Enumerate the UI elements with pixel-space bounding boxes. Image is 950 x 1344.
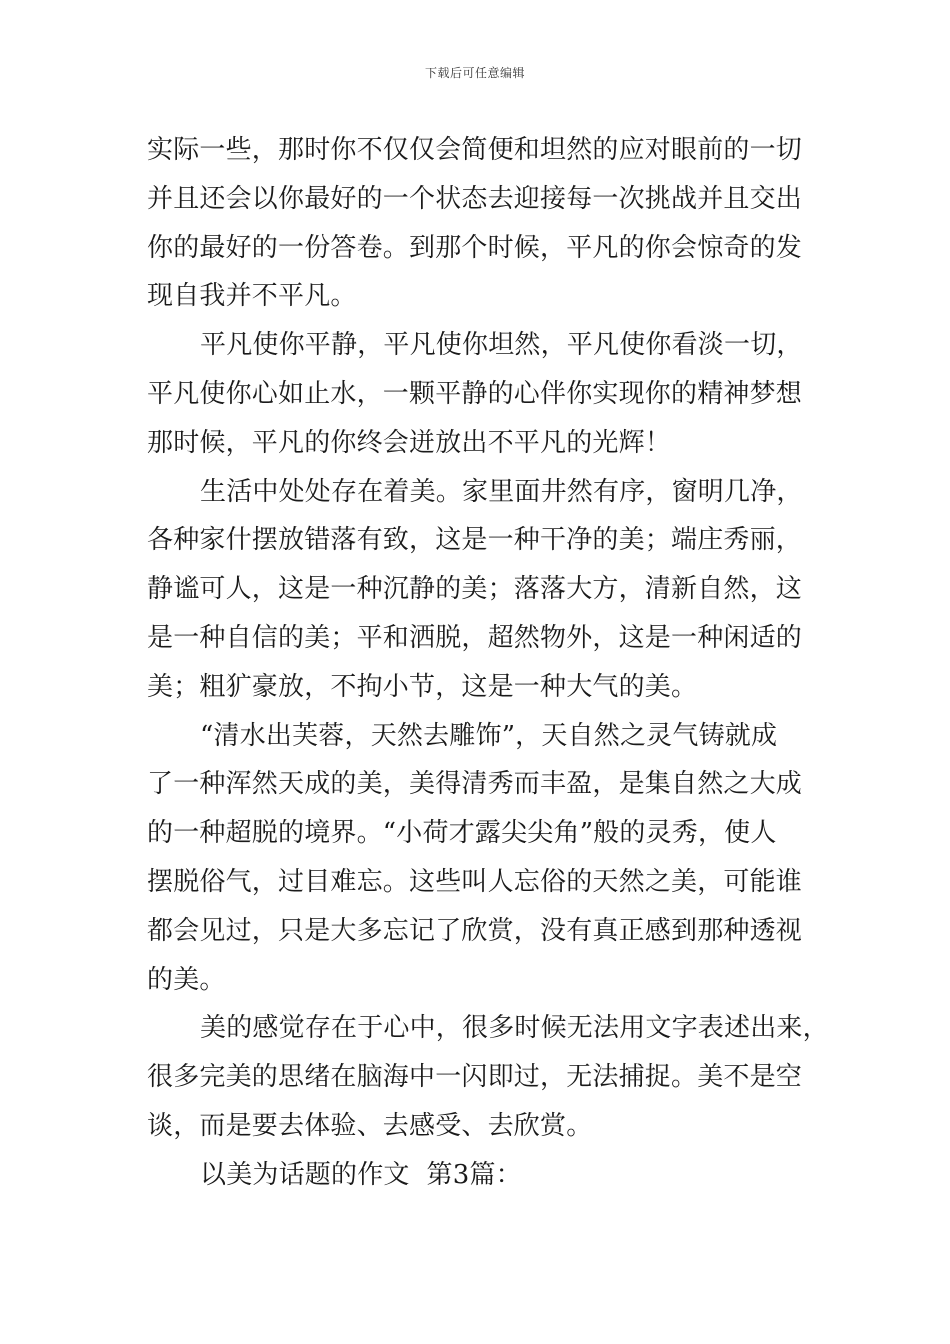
text-line: 谈，而是要去体验、去感受、去欣赏。 <box>147 1110 593 1141</box>
section-heading-text: 以美为话题的作文 第3篇： <box>200 1159 522 1190</box>
text-line: 你的最好的一份答卷。到那个时候，平凡的你会惊奇的发 <box>147 232 803 263</box>
text-line: 美；粗犷豪放，不拘小节，这是一种大气的美。 <box>147 671 698 702</box>
text-line: 都会见过，只是大多忘记了欣赏，没有真正感到那种透视 <box>147 915 803 946</box>
text-line: 并且还会以你最好的一个状态去迎接每一次挑战并且交出 <box>147 183 803 214</box>
text-line: 是一种自信的美；平和洒脱，超然物外，这是一种闲适的 <box>147 622 803 653</box>
paragraph <box>147 321 807 467</box>
text-line: 美的感觉存在于心中，很多时候无法用文字表述出来， <box>200 1013 829 1044</box>
text-line: 各种家什摆放错落有致，这是一种干净的美；端庄秀丽， <box>147 525 803 556</box>
document-body <box>147 126 829 1200</box>
paragraph <box>147 712 807 1005</box>
text-line: 现自我并不平凡。 <box>147 281 357 312</box>
paragraph <box>147 1004 829 1150</box>
text-line: 的美。 <box>147 964 226 995</box>
text-line: 的一种超脱的境界。“小荷才露尖尖角”般的灵秀，使人 <box>147 818 777 849</box>
text-line: 很多完美的思绪在脑海中一闪即过，无法捕捉。美不是空 <box>147 1062 803 1093</box>
text-line: “清水出芙蓉，天然去雕饰”，天自然之灵气铸就成 <box>200 720 778 751</box>
paragraph <box>147 468 807 712</box>
text-line: 平凡使你平静，平凡使你坦然，平凡使你看淡一切， <box>200 330 803 361</box>
page-header: 下载后可任意编辑 <box>424 66 525 80</box>
paragraph <box>147 126 807 321</box>
text-line: 平凡使你心如止水，一颗平静的心伴你实现你的精神梦想 <box>147 378 803 409</box>
section-heading <box>147 1151 807 1200</box>
text-line: 生活中处处存在着美。家里面井然有序，窗明几净， <box>200 476 803 507</box>
text-line: 了一种浑然天成的美，美得清秀而丰盈，是集自然之大成 <box>147 769 803 800</box>
text-line: 摆脱俗气，过目难忘。这些叫人忘俗的天然之美，可能谁 <box>147 866 803 897</box>
text-line: 那时候，平凡的你终会迸放出不平凡的光辉！ <box>147 427 672 458</box>
text-line: 静谧可人，这是一种沉静的美；落落大方，清新自然，这 <box>147 574 803 605</box>
text-line: 实际一些，那时你不仅仅会简便和坦然的应对眼前的一切 <box>147 135 803 165</box>
